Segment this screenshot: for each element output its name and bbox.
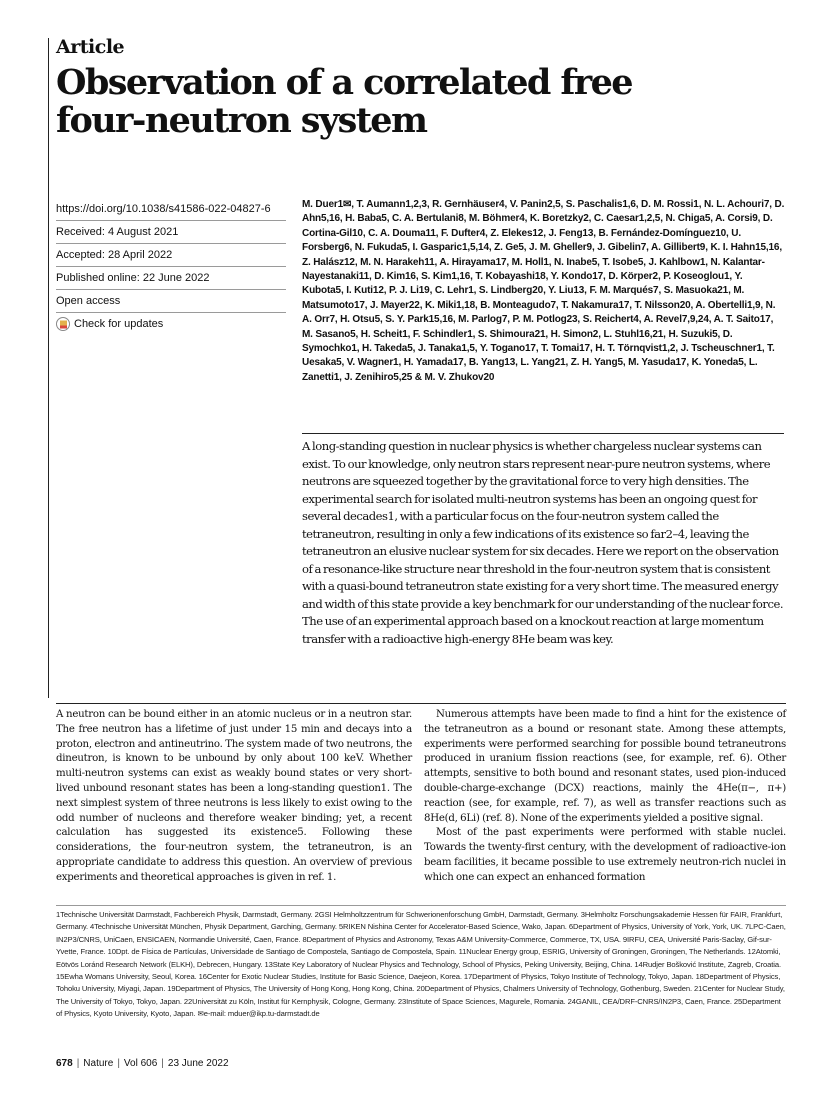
body-column-right bbox=[424, 708, 786, 886]
article-metadata bbox=[56, 198, 286, 335]
published-date: Published online: 22 June 2022 bbox=[56, 267, 286, 290]
body-top-rule bbox=[56, 703, 786, 704]
affiliations-rule bbox=[56, 905, 786, 906]
page-footer: 678 | Nature | Vol 606 | 23 June 2022 bbox=[56, 1058, 229, 1069]
abstract-top-rule bbox=[302, 433, 784, 434]
article-title: Observation of a correlated free four-neutron system bbox=[56, 62, 632, 141]
check-for-updates-icon bbox=[56, 317, 70, 331]
article-type-label: Article bbox=[56, 36, 125, 58]
abstract: A long-standing question in nuclear physics is whether chargeless nuclear systems can exist. To our knowledge, only neutron stars represent near-pure neutron systems, where neutrons are squeezed together by the gravitational force to very high densities. The experimental search for isolated multi-neutron systems has been an ongoing quest for several decades1, with a particular focus on the four-neutron system called the tetraneutron, resulting in only a few indications of its existence so far2–4, leaving the tetraneutron an elusive nuclear system for six decades. Here we report on the observation of a resonance-like structure near threshold in the four-neutron system that is consistent with a quasi-bound tetraneutron state existing for a very short time. The measured energy and width of this state provide a key benchmark for our understanding of the nuclear force. The use of an experimental approach based on a knockout reaction at large momentum transfer with a radioactive high-energy 8He beam was key. bbox=[302, 439, 783, 646]
doi-link[interactable]: https://doi.org/10.1038/s41586-022-04827-6 bbox=[56, 198, 286, 221]
body-column-left: A neutron can be bound either in an atomic nucleus or in a neutron star. The free neutron has a lifetime of just under 15 min and decays into a proton, electron and antineutrino. The system made of two neutrons, the dineutron, is known to be unbound by only about 100 keV. Whether multi-neutron systems can exist as weakly bound states or very short-lived unbound resonant states has been a long-standing question1. The next simplest system of three neutrons is less likely to exist owing to the odd number of nucleons and therefore weaker binding; yet, a recent calculation has suggested its existence5. Following these considerations, the four-neutron system, the tetraneutron, is an appropriate candidate to address this question. An overview of previous experiments and theoretical approaches is given in ref. 1. bbox=[56, 709, 412, 883]
issue-date: 23 June 2022 bbox=[167, 1058, 229, 1069]
accepted-date: Accepted: 28 April 2022 bbox=[56, 244, 286, 267]
journal-name: Nature bbox=[83, 1058, 114, 1069]
volume: Vol 606 bbox=[123, 1058, 158, 1069]
affiliations-footnote: 1Technische Universität Darmstadt, Fachbereich Physik, Darmstadt, Germany. 2GSI Helmholtzzentrum für Schwerionenforschung GmbH, Darmstadt, Germany. 3Helmholtz Forschungsakademie Hessen für FAIR, Frankfurt, Germany. 4Technische Universität München, Physik Department, Garching, Germany. 5RIKEN Nishina Center for Accelerator-Based Science, Wako, Japan. 6Department of Physics, University of York, York, UK. 7LPC-Caen, IN2P3/CNRS, UniCaen, ENSICAEN, Normandie Université, Caen, France. 8Department of Physics and Astronomy, Texas A&M University-Commerce, Commerce, TX, USA. 9IRFU, CEA, Université Paris-Saclay, Gif-sur-Yvette, France. 10Dpt. de Física de Partículas, Universidade de Santiago de Compostela, Santiago de Compostela, Spain. 11Nuclear Energy group, ESRIG, University of Groningen, Groningen, The Netherlands. 12Atomki, Eötvös Loránd Research Network (ELKH), Debrecen, Hungary. 13State Key Laboratory of Nuclear Physics and Technology, School of Physics, Peking University, Beijing, China. 14Rudjer Bošković Institute, Zagreb, Croatia. 15Ewha Womans University, Seoul, Korea. 16Center for Exotic Nuclear Studies, Institute for Basic Science, Daejeon, Korea. 17Department of Physics, Tokyo Institute of Technology, Tokyo, Japan. 18Department of Physics, Tohoku University, Miyagi, Japan. 19Department of Physics, The University of Hong Kong, Hong Kong, China. 20Department of Physics, Chalmers University of Technology, Gothenburg, Sweden. 21Center for Nuclear Study, The University of Tokyo, Tokyo, Japan. 22Universität zu Köln, Institut für Kernphysik, Cologne, Germany. 23Institute of Space Sciences, Magurele, Romania. 24GANIL, CEA/DRF-CNRS/IN2P3, Caen, France. 25Department of Physics, Kyoto University, Kyoto, Japan. ✉e-mail: mduer@ikp.tu-darmstadt.de bbox=[56, 910, 786, 1019]
author-list: M. Duer1✉, T. Aumann1,2,3, R. Gernhäuser4, V. Panin2,5, S. Paschalis1,6, D. M. Rossi1, N. L. Achouri7, D. Ahn5,16, H. Baba5, C. A. Bertulani8, M. Böhmer4, K. Boretzky2, C. Caesar1,2,5, N. Chiga5, A. Corsi9, D. Cortina-Gil10, C. A. Douma11, F. Dufter4, Z. Elekes12, J. Feng13, B. Fernández-Domínguez10, U. Forsberg6, N. Fukuda5, I. Gasparic1,5,14, Z. Ge5, J. M. Gheller9, J. Gibelin7, A. Gillibert9, K. I. Hahn15,16, Z. Halász12, M. N. Harakeh11, A. Hirayama17, M. Holl1, N. Inabe5, T. Isobe5, J. Kahlbow1, N. Kalantar-Nayestanaki11, D. Kim16, S. Kim1,16, T. Kobayashi18, Y. Kondo17, D. Körper2, P. Koseoglou1, Y. Kubota5, I. Kuti12, P. J. Li19, C. Lehr1, S. Lindberg20, Y. Liu13, F. M. Marqués7, S. Masuoka21, M. Matsumoto17, J. Mayer22, K. Miki1,18, B. Monteagudo7, T. Nakamura17, T. Nilsson20, A. Obertelli1,9, N. A. Orr7, H. Otsu5, S. Y. Park15,16, M. Parlog7, P. M. Potlog23, S. Reichert4, A. Revel7,9,24, A. T. Saito17, M. Sasano5, H. Scheit1, F. Schindler1, S. Shimoura21, H. Simon2, L. Stuhl16,21, H. Suzuki5, D. Symochko1, H. Takeda5, J. Tanaka1,5, Y. Togano17, T. Tomai17, H. T. Törnqvist1,2, J. Tscheuschner1, T. Uesaka5, V. Wagner1, H. Yamada17, B. Yang13, L. Yang21, Z. H. Yang5, M. Yasuda17, K. Yoneda5, L. Zanetti1, J. Zenihiro5,25 & M. V. Zhukov20 bbox=[302, 199, 785, 383]
body-paragraph: Most of the past experiments were performed with stable nuclei. Towards the twenty-first century, with the development of radioactive-ion beam facilities, it became possible to use extremely neutron-rich nuclei in which one can expect an enhanced formation bbox=[424, 827, 786, 883]
left-margin-rule bbox=[48, 38, 49, 698]
check-for-updates-label: Check for updates bbox=[74, 318, 164, 330]
check-for-updates-button[interactable] bbox=[56, 313, 286, 335]
received-date: Received: 4 August 2021 bbox=[56, 221, 286, 244]
page-number: 678 bbox=[56, 1058, 73, 1069]
open-access-label: Open access bbox=[56, 290, 286, 313]
body-paragraph: Numerous attempts have been made to find a hint for the existence of the tetraneutron as a bound or resonant state. Among these attempts, experiments were performed searching for possible bound tetraneutrons produced in uranium fission reactions (see, for example, ref. 6). Other attempts, sensitive to both bound and resonant states, used pion-induced double-charge-exchange (DCX) reactions, mainly the 4He(π−, π+) reaction (see, for example, ref. 7), as well as transfer reactions such as 8He(d, 6Li) (ref. 8). None of the experiments yielded a positive signal. bbox=[424, 709, 786, 824]
